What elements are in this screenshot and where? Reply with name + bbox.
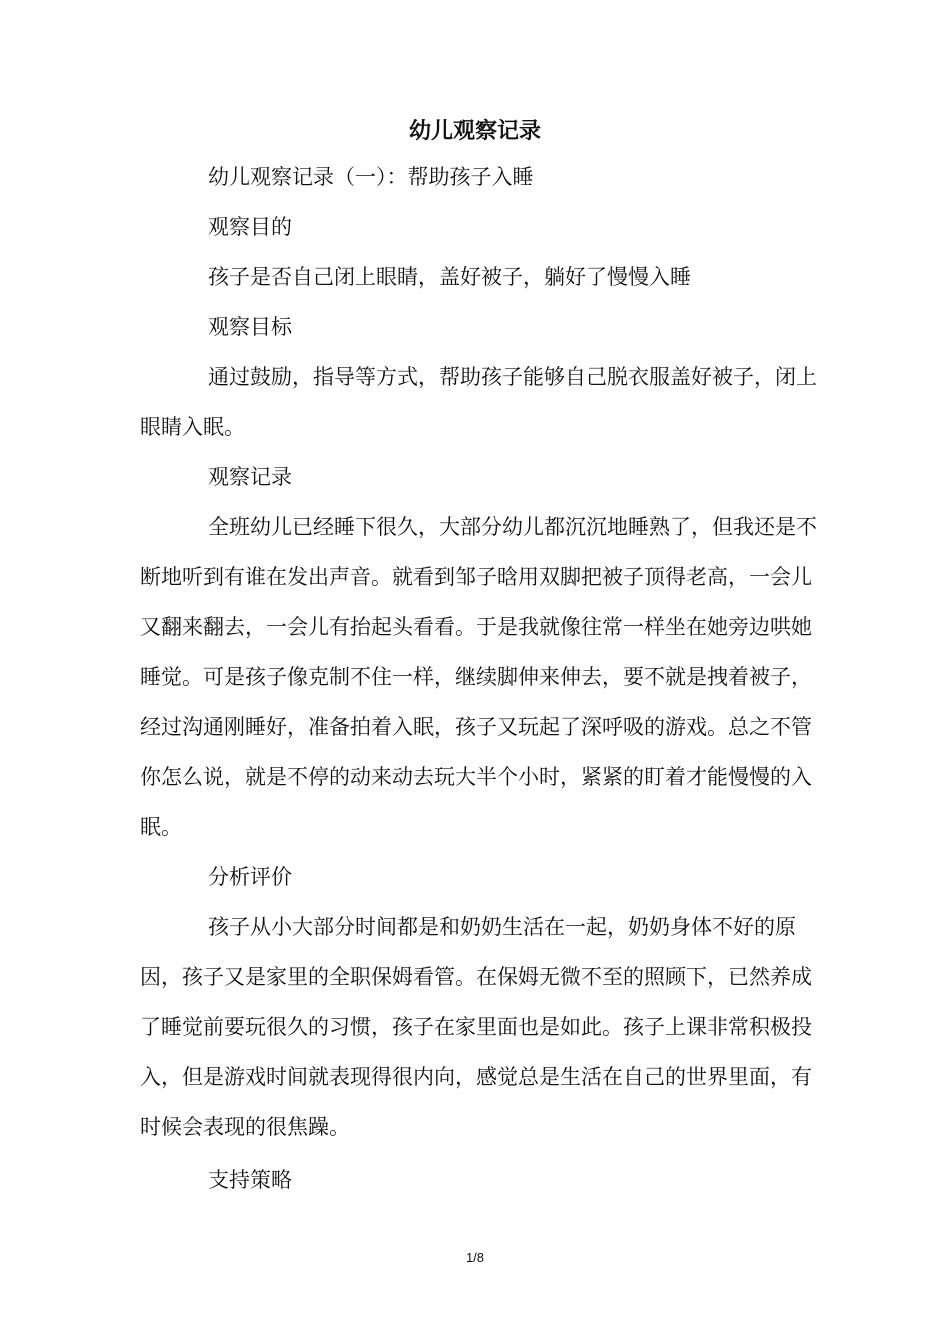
page-title: 幼儿观察记录 [408, 119, 541, 144]
analysis-paragraph: 孩子从小大部分时间都是和奶奶生活在一起，奶奶身体不好的原因，孩子又是家里的全职保姆看管。在保姆无微不至的照顾下，已然养成了睡觉前要玩很久的习惯，孩子在家里面也是如此。孩子上课非常积极投入，但是游戏时间就表现得很内向，感觉总是生活在自己的世界里面，有时候会表现的很焦躁。 [140, 915, 812, 1139]
goal-paragraph: 通过鼓励，指导等方式，帮助孩子能够自己脱衣服盖好被子，闭上眼睛入眠。 [140, 365, 817, 439]
record-paragraph: 全班幼儿已经睡下很久，大部分幼儿都沉沉地睡熟了，但我还是不断地听到有谁在发出声音。就看到邹子晗用双脚把被子顶得老高，一会儿又翻来翻去，一会儿有抬起头看看。于是我就像往常一样坐在她旁边哄她睡觉。可是孩子像克制不住一样，继续脚伸来伸去，要不就是拽着被子，经过沟通刚睡好，准备拍着入眠，孩子又玩起了深呼吸的游戏。总之不管你怎么说，就是不停的动来动去玩大半个小时，紧紧的盯着才能慢慢的入眠。 [140, 515, 817, 839]
record-subtitle: 幼儿观察记录（一）：帮助孩子入睡 [208, 165, 534, 189]
analysis-heading: 分析评价 [208, 865, 292, 889]
purpose-heading: 观察目的 [208, 215, 292, 239]
goal-heading: 观察目标 [208, 315, 292, 339]
page-number: 1/8 [465, 1250, 485, 1265]
purpose-paragraph: 孩子是否自己闭上眼睛，盖好被子，躺好了慢慢入睡 [208, 265, 691, 289]
record-heading: 观察记录 [208, 465, 292, 489]
strategy-heading: 支持策略 [208, 1168, 292, 1192]
